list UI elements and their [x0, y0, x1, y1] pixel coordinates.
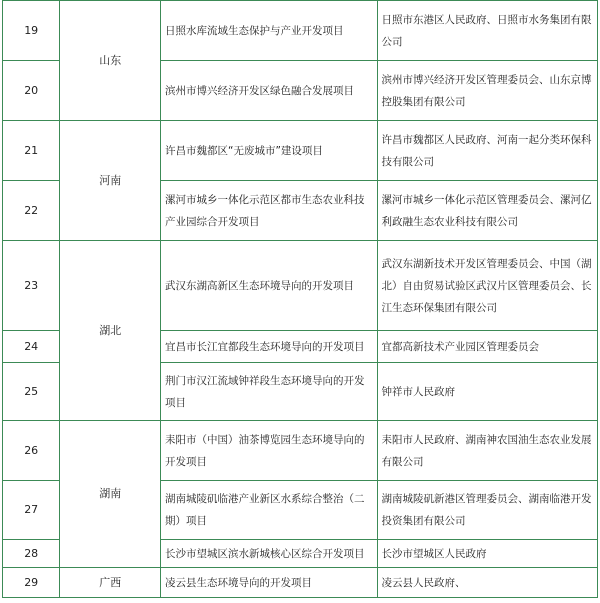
- implementing-unit: 漯河市城乡一体化示范区管理委员会、漯河亿利政融生态农业科技有限公司: [377, 181, 598, 241]
- project-name: 凌云县生态环境导向的开发项目: [161, 568, 377, 598]
- row-number: 29: [3, 568, 60, 598]
- implementing-unit: 日照市东港区人民政府、日照市水务集团有限公司: [377, 1, 598, 61]
- project-name: 许昌市魏都区“无废城市”建设项目: [161, 121, 377, 181]
- table-row: [3, 121, 598, 181]
- project-name: 宜昌市长江宜都段生态环境导向的开发项目: [161, 331, 377, 363]
- implementing-unit: 长沙市望城区人民政府: [377, 540, 598, 568]
- implementing-unit: 武汉东湖新技术开发区管理委员会、中国（湖北）自由贸易试验区武汉片区管理委员会、长江生态环保集团有限公司: [377, 241, 598, 331]
- project-name: 耒阳市（中国）油茶博览园生态环境导向的开发项目: [161, 421, 377, 481]
- project-name: 漯河市城乡一体化示范区都市生态农业科技产业园综合开发项目: [161, 181, 377, 241]
- implementing-unit: 耒阳市人民政府、湖南神农国油生态农业发展有限公司: [377, 421, 598, 481]
- row-number: 21: [3, 121, 60, 181]
- project-name: 日照水库流域生态保护与产业开发项目: [161, 1, 377, 61]
- project-name: 滨州市博兴经济开发区绿色融合发展项目: [161, 61, 377, 121]
- project-name: 湖南城陵矶临港产业新区水系综合整治（二期）项目: [161, 481, 377, 540]
- row-number: 20: [3, 61, 60, 121]
- implementing-unit: 凌云县人民政府、: [377, 568, 598, 598]
- implementing-unit: 滨州市博兴经济开发区管理委员会、山东京博控股集团有限公司: [377, 61, 598, 121]
- row-number: 28: [3, 540, 60, 568]
- province-cell: 山东: [60, 1, 161, 121]
- province-cell: 湖北: [60, 241, 161, 421]
- province-cell: 河南: [60, 121, 161, 241]
- table-row: [3, 1, 598, 61]
- province-cell: 湖南: [60, 421, 161, 568]
- table-row: [3, 421, 598, 481]
- implementing-unit: 钟祥市人民政府: [377, 363, 598, 421]
- table-row: [3, 241, 598, 331]
- row-number: 27: [3, 481, 60, 540]
- project-name: 武汉东湖高新区生态环境导向的开发项目: [161, 241, 377, 331]
- table-row: [3, 568, 598, 598]
- row-number: 19: [3, 1, 60, 61]
- row-number: 24: [3, 331, 60, 363]
- project-table: [2, 0, 598, 598]
- row-number: 25: [3, 363, 60, 421]
- implementing-unit: 湖南城陵矶新港区管理委员会、湖南临港开发投资集团有限公司: [377, 481, 598, 540]
- row-number: 26: [3, 421, 60, 481]
- province-cell: 广西: [60, 568, 161, 598]
- row-number: 22: [3, 181, 60, 241]
- project-name: 长沙市望城区滨水新城核心区综合开发项目: [161, 540, 377, 568]
- project-name: 荆门市汉江流域钟祥段生态环境导向的开发项目: [161, 363, 377, 421]
- implementing-unit: 许昌市魏都区人民政府、河南一起分类环保科技有限公司: [377, 121, 598, 181]
- implementing-unit: 宜都高新技术产业园区管理委员会: [377, 331, 598, 363]
- row-number: 23: [3, 241, 60, 331]
